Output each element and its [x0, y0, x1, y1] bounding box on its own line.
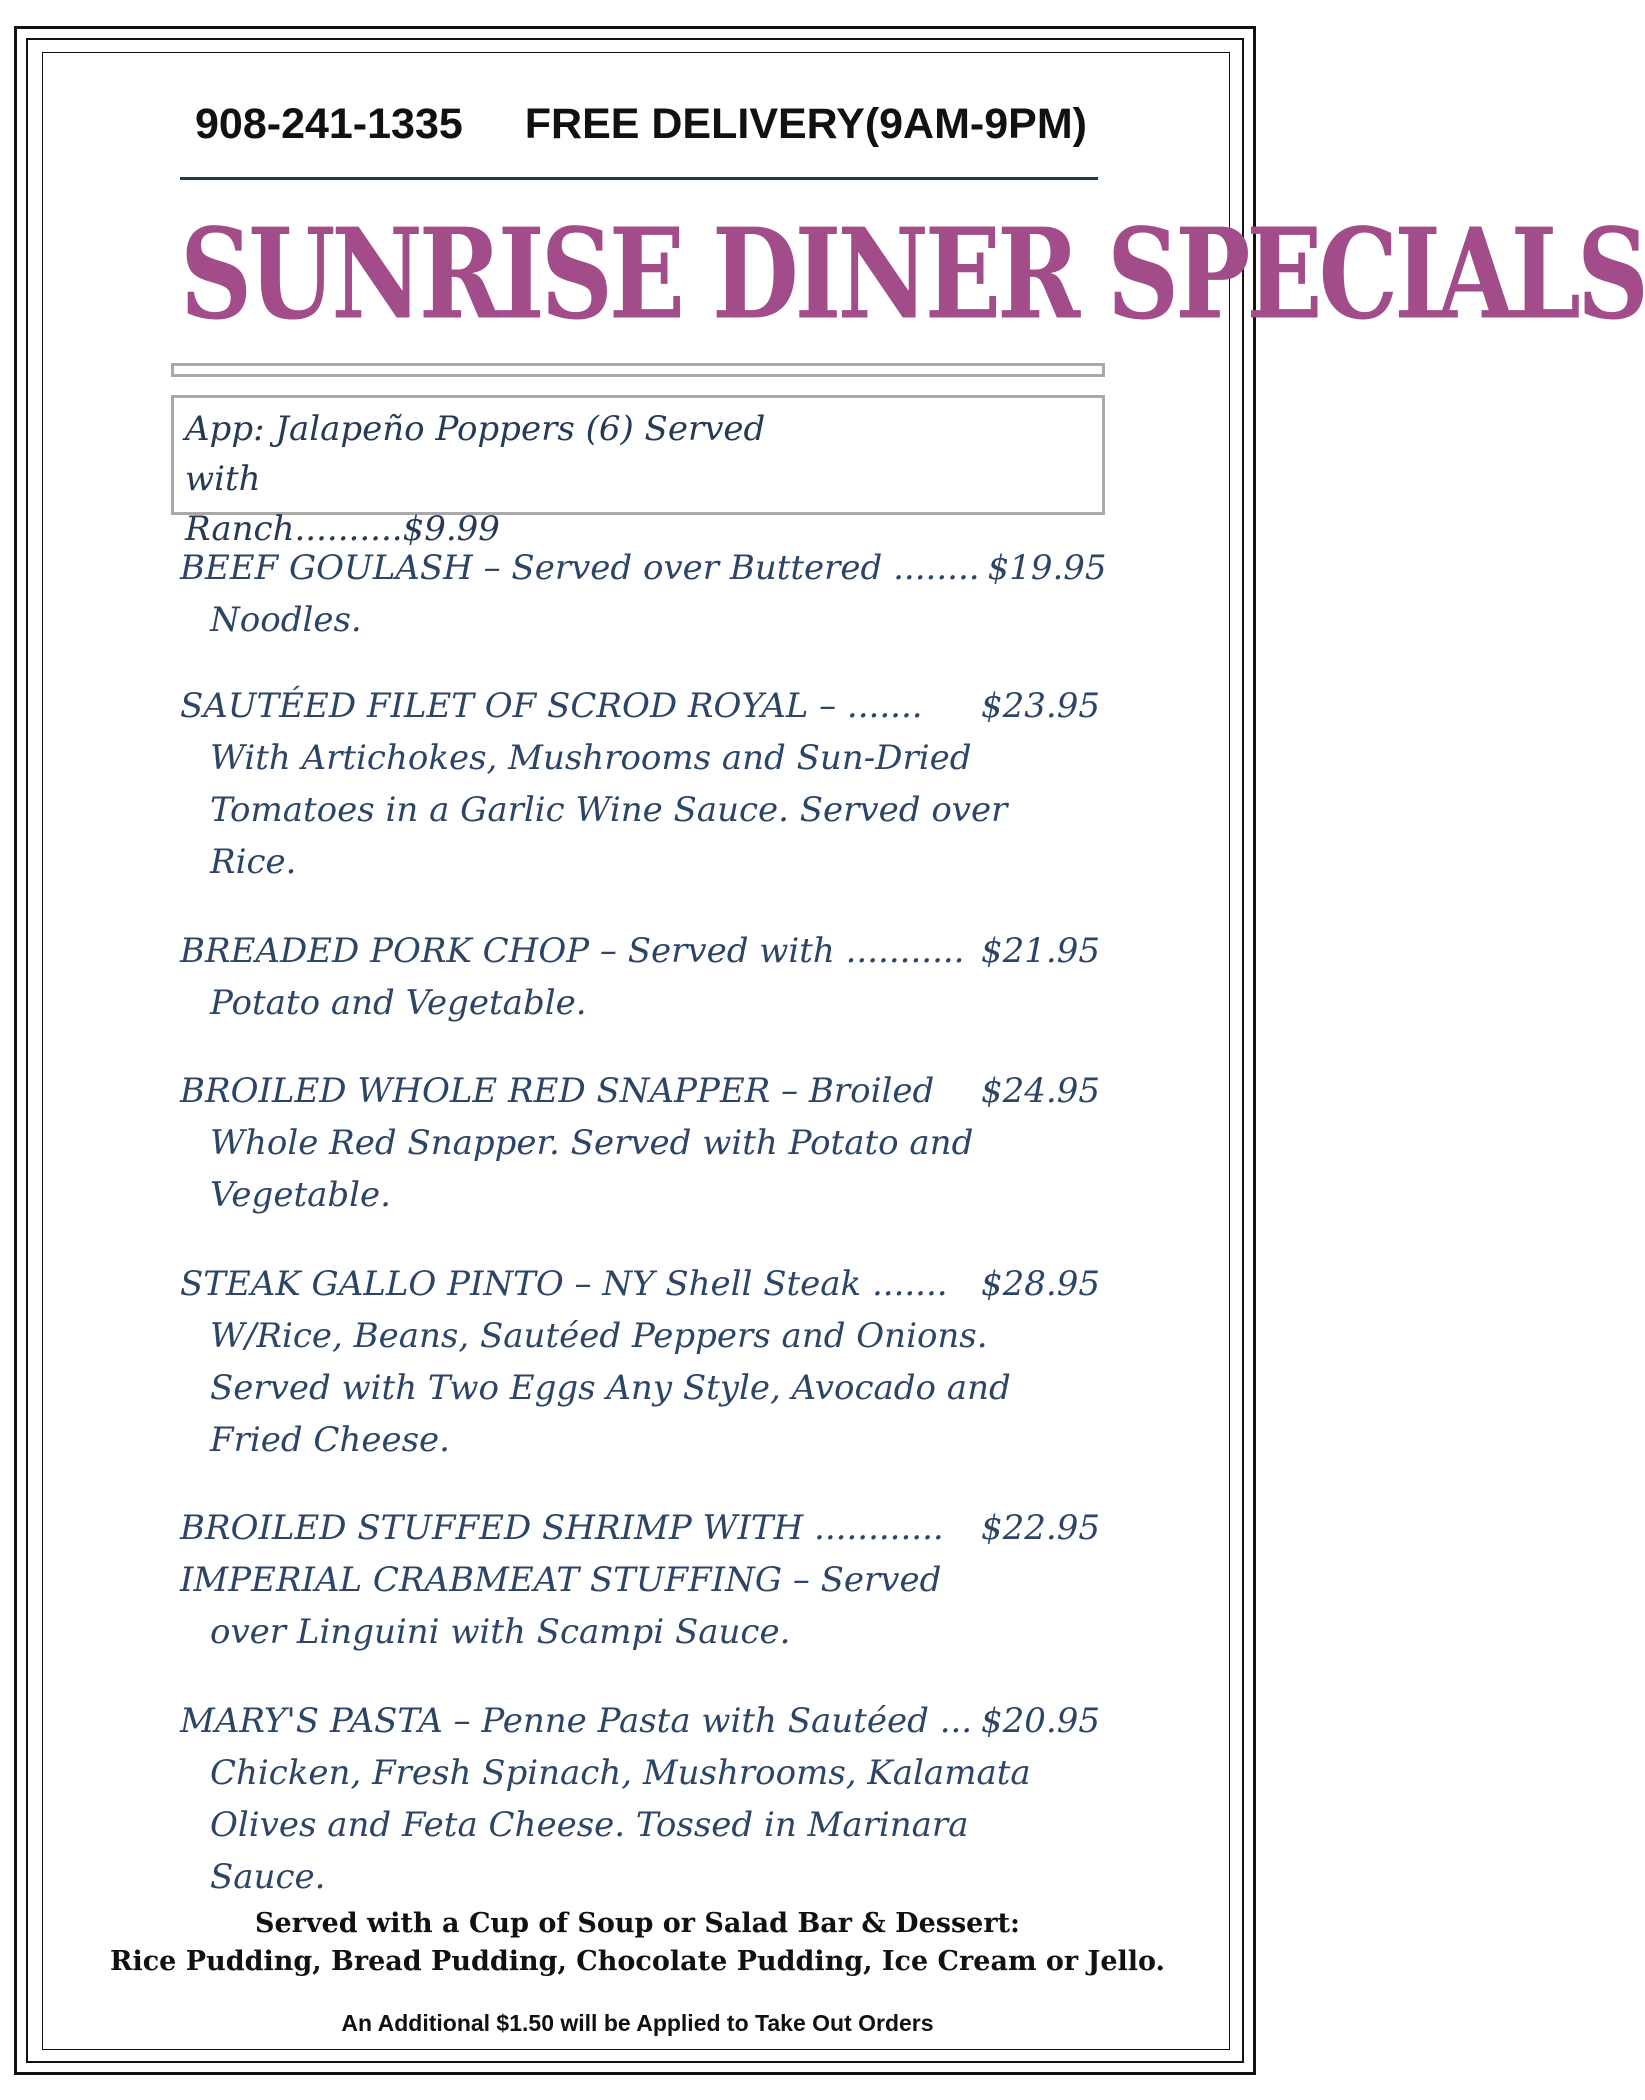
- item-description: Served with Two Eggs Any Style, Avocado and: [210, 1368, 1011, 1408]
- delivery-notice: FREE DELIVERY(9AM-9PM): [524, 100, 1087, 148]
- appetizer-text: [185, 404, 825, 554]
- item-title: STEAK GALLO PINTO – NY Shell Steak .......: [180, 1264, 948, 1304]
- menu-item-marys-pasta: [180, 1695, 1100, 1903]
- item-title: BROILED STUFFED SHRIMP WITH ............: [180, 1508, 944, 1548]
- item-title: BEEF GOULASH – Served over Buttered ........: [180, 548, 980, 588]
- item-title-continued: IMPERIAL CRABMEAT STUFFING – Served: [180, 1560, 942, 1600]
- page-title: SUNRISE DINER SPECIALS: [180, 200, 1645, 348]
- item-description: Potato and Vegetable.: [210, 983, 587, 1023]
- menu-item-beef-goulash: [180, 542, 1107, 646]
- menu-item-steak-gallo-pinto: [180, 1258, 1100, 1466]
- header-line: [195, 100, 1115, 149]
- item-description: Sauce.: [210, 1857, 326, 1897]
- menu-item-scrod-royal: [180, 680, 1100, 888]
- item-price: $22.95: [981, 1508, 1100, 1548]
- item-description: Whole Red Snapper. Served with Potato and: [210, 1123, 974, 1163]
- menu-item-red-snapper: [180, 1065, 1100, 1221]
- served-with-note: [0, 1905, 1275, 1981]
- item-description: With Artichokes, Mushrooms and Sun-Dried: [210, 738, 972, 778]
- item-description: Tomatoes in a Garlic Wine Sauce. Served over: [210, 790, 1008, 830]
- served-with-line-2: Rice Pudding, Bread Pudding, Chocolate Pudding, Ice Cream or Jello.: [110, 1946, 1165, 1977]
- item-description: Fried Cheese.: [210, 1420, 450, 1460]
- item-title: SAUTÉED FILET OF SCROD ROYAL – .......: [180, 686, 923, 726]
- menu-item-stuffed-shrimp: [180, 1502, 1100, 1658]
- item-price: $20.95: [981, 1701, 1100, 1741]
- item-price: $24.95: [981, 1071, 1100, 1111]
- item-description: over Linguini with Scampi Sauce.: [210, 1612, 791, 1652]
- appetizer-box: [171, 395, 1105, 549]
- takeout-note: An Additional $1.50 will be Applied to Take Out Orders: [341, 2010, 934, 2036]
- item-title: BROILED WHOLE RED SNAPPER – Broiled: [180, 1071, 935, 1111]
- item-description: Rice.: [210, 842, 297, 882]
- title-divider-box: [171, 363, 1105, 377]
- appetizer-line-2: Ranch..........$9.99: [185, 509, 500, 549]
- item-description: W/Rice, Beans, Sautéed Peppers and Onions.: [210, 1316, 988, 1356]
- item-title: BREADED PORK CHOP – Served with ...........: [180, 931, 965, 971]
- menu-item-pork-chop: [180, 925, 1100, 1029]
- served-with-line-1: Served with a Cup of Soup or Salad Bar & Dessert:: [255, 1908, 1020, 1939]
- item-description: Noodles.: [210, 600, 362, 640]
- item-description: Olives and Feta Cheese. Tossed in Marinara: [210, 1805, 969, 1845]
- item-description: Vegetable.: [210, 1175, 391, 1215]
- item-price: $19.95: [987, 548, 1107, 588]
- item-price: $28.95: [981, 1264, 1100, 1304]
- phone-number: 908-241-1335: [195, 100, 463, 148]
- appetizer-line-1: App: Jalapeño Poppers (6) Served with: [185, 409, 766, 499]
- item-title: MARY'S PASTA – Penne Pasta with Sautéed ...: [180, 1701, 973, 1741]
- item-price: $21.95: [981, 931, 1100, 971]
- item-description: Chicken, Fresh Spinach, Mushrooms, Kalamata: [210, 1753, 1031, 1793]
- item-price: $23.95: [981, 686, 1100, 726]
- header-divider: [180, 177, 1098, 180]
